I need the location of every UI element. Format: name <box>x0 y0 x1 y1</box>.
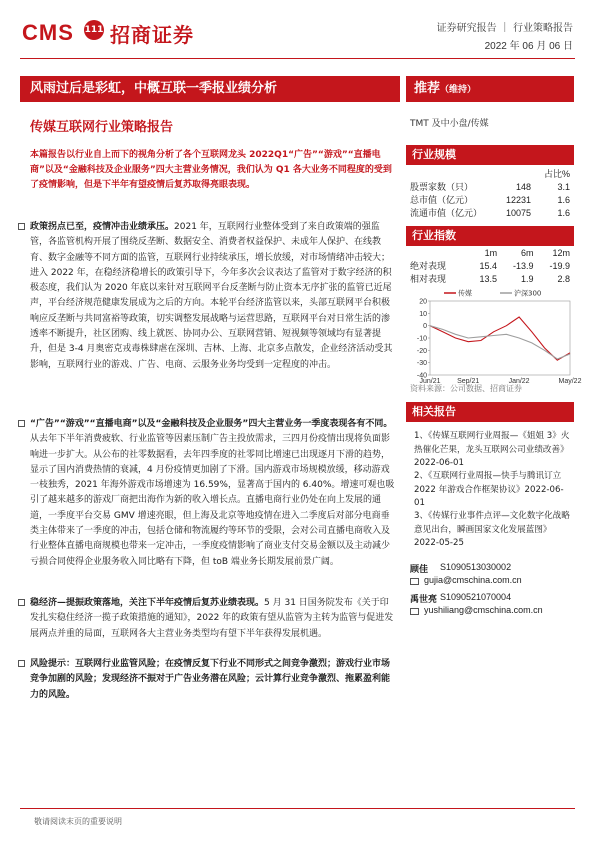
paragraph-text: 5 月 31 日国务院发布《关于印发扎实稳住经济一揽子政策措施的通知》，2022 年的政策有望从监管为主转为监管与促进发展两点并重的局面，互联网各大主营业务类型均有望下半年获得发展机遇。 <box>30 598 394 639</box>
legend-label: 沪深300 <box>514 289 542 298</box>
report-abstract: 本篇报告以行业自上而下的视角分析了各个互联网龙头 2022Q1“广告”“游戏”“直播电商”以及“金融科技及企业服务”四大主营业务情况，我们认为 Q1 各大业务不同程度的受到了疫情影响，但是下半年有望疫情后复苏取得亮眼表现。 <box>30 150 392 190</box>
scale-table <box>410 167 570 219</box>
logo-mark: 111 <box>84 20 104 40</box>
paragraph-text: 从去年下半年消费疲软、行业监管等因素压制广告主投放需求，三四月份疫情出现将负面影响进一步扩大。从公布的社零数据看，去年四季度的社零同比增速已出现逐月下滑的趋势，显示了国内消费热情的衰减，4 月份疫情更加剧了下滑。国内游戏市场规模放缓，移动游戏一枝独秀，2021 年海外游戏市场增速为 16.59%，显著高于国内的 6.40%。增速可观也吸引了越来越多的游戏厂商把出海作为新的收入增长点。直播电商行业仍处在向上发展的通道，一季度平台交易 GMV 增速亮眼，但上海及北京等地疫情在进入二季度后对部分电商垂类主体带来了一季度的冲击，包括仓储和物流履约等环节的受限，会对公司直播电商收入及行业整体直播电商规模也带来一定冲击，一季度疫情影响了商业支付交易金额以及主动减少亏损合同使得企业服务收入同比略有下降，但 toB 端业务长期发展前景广阔。 <box>30 434 395 567</box>
paragraph-text: 2021 年，互联网行业整体受到了来自政策端的强监管，各监管机构开展了围绕反垄断、数据安全、消费者权益保护、未成年人保护、在线教育、数字金融等不同方面的监管，互联网行业持续承压，增长放缓，对市场情绪冲击较大；进入 2022 年，在稳经济稳增长的政策引导下，今年多次会议表达了监管对于数字经济的积极态度，我们认为 2020 年底以来针对互联网平台反垄断与防止资本无序扩张的监管已近尾声，平台经济规范健康发展成为之后的方向。本轮平台经济监管以来，头部互联网平台积极响应反垄断与共同富裕等政策，切实调整发展战略与运营思路，互联网平台对日常生活的渗透率不断提升，社区团购、线上就医、协同办公、互联网营销、短视频等领域均有显著提升，但是 3-4 月奥密克戎毒株肆虐在深圳、吉林、上海、北京多点散发，企业经济活动受其影响，互联网行业的游戏、广告、电商、云服务业务均受到一定程度的冲击。 <box>30 222 393 370</box>
chart-source: 资料来源：公司数据、招商证券 <box>410 384 522 393</box>
scale-section-title: 行业规模 <box>406 145 574 165</box>
x-tick-label: May/22 <box>558 378 582 385</box>
related-section-title: 相关报告 <box>406 402 574 422</box>
y-tick-label: 0 <box>423 323 427 331</box>
y-tick-label: -20 <box>416 347 427 355</box>
related-report-2[interactable]: 2、《互联网行业周报—快手与腾讯订立 2022 年游戏合作框架协议》2022-06-01 <box>414 471 564 508</box>
related-report-1[interactable]: 1、《传媒互联网行业周报—《姐姐 3》火热催化芒果，龙头互联网公司业绩改善》2022-06-01 <box>414 431 570 468</box>
y-tick-label: -40 <box>416 372 427 380</box>
bullet-icon <box>18 420 25 427</box>
logo-company-name: 招商证券 <box>110 23 194 47</box>
y-tick-label: 20 <box>419 298 427 306</box>
footer-note: 敬请阅读末页的重要说明 <box>34 817 122 826</box>
footer-divider <box>20 808 575 809</box>
related-report-3[interactable]: 3、《传媒行业事件点评—文化数字化战略意见出台，瞬画国家文化发展蓝图》2022-05-25 <box>414 511 570 548</box>
series-line-csi300 <box>430 326 570 359</box>
legend-label: 传媒 <box>458 289 472 298</box>
paragraph-lead: “广告”“游戏”“直播电商”以及“金融科技及企业服务”四大主营业务一季度表现各有不同。 <box>30 419 393 429</box>
mail-icon <box>410 608 419 615</box>
rating-sub: （维持） <box>440 85 477 95</box>
bullet-icon <box>18 223 25 230</box>
mail-icon <box>410 578 419 585</box>
y-tick-label: -10 <box>416 335 427 343</box>
scale-col-header: 占比% <box>543 169 570 179</box>
document-type: 证券研究报告 ｜ 行业策略报告 <box>436 23 573 34</box>
y-tick-label: 10 <box>419 310 427 318</box>
chart-plot-frame <box>430 301 570 375</box>
index-line-chart <box>406 285 582 385</box>
index-section-title: 行业指数 <box>406 226 574 246</box>
author-name: 顾佳 <box>410 565 429 575</box>
report-subtitle: 传媒互联网行业策略报告 <box>30 120 174 135</box>
bullet-icon <box>18 599 25 606</box>
author-name: 禹世亮 <box>410 595 438 605</box>
paragraph-lead: 风险提示：互联网行业监管风险；在疫情反复下行业不同形式之间竞争激烈；游戏行业市场竞争加剧的风险；发现经济不振对于广告业务潜在风险；云计算行业竞争激烈、拖累盈利能力的风险。 <box>30 659 391 700</box>
author-email[interactable]: yushiliang@cmschina.com.cn <box>424 605 543 615</box>
paragraph-lead: 政策拐点已至，疫情冲击业绩承压。 <box>30 222 175 232</box>
paragraph-business <box>30 417 396 570</box>
author-email[interactable]: gujia@cmschina.com.cn <box>424 575 522 585</box>
table-row: 相对表现 13.5 1.9 2.8 <box>410 273 570 285</box>
paragraph-lead: 稳经济—提振政策落地，关注下半年疫情后复苏业绩表现。 <box>30 598 265 608</box>
table-row: 绝对表现 15.4 -13.9 -19.9 <box>410 260 570 272</box>
author-id: S1090521070004 <box>440 592 512 602</box>
table-row: 股票家数（只） 148 3.1 <box>410 181 570 193</box>
rating-label: 推荐 <box>414 81 441 96</box>
report-date: 2022 年 06 月 06 日 <box>484 41 573 52</box>
author-id: S1090513030002 <box>440 562 512 572</box>
paragraph-policy <box>30 220 396 373</box>
x-tick-label: Sep/21 <box>457 378 480 385</box>
paragraph-risk <box>30 657 396 703</box>
report-title: 风雨过后是彩虹，中概互联一季报业绩分析 <box>20 76 400 102</box>
logo-cms: CMS <box>22 20 74 45</box>
rating-bar <box>406 76 574 102</box>
table-row: 流通市值（亿元） 10075 1.6 <box>410 207 570 219</box>
sector-label: TMT 及中小盘/传媒 <box>410 119 489 129</box>
x-tick-label: Jun/21 <box>419 378 441 385</box>
header-divider <box>20 58 575 59</box>
bullet-icon <box>18 660 25 667</box>
y-tick-label: -30 <box>416 360 427 368</box>
index-table: 1m 6m 12m 绝对表现 15.4 -13.9 -19.9 相对表现 13.5 1.9 2.8 <box>410 248 570 285</box>
paragraph-outlook <box>30 596 396 642</box>
x-tick-label: Jan/22 <box>508 378 530 385</box>
table-row: 总市值（亿元） 12231 1.6 <box>410 194 570 206</box>
